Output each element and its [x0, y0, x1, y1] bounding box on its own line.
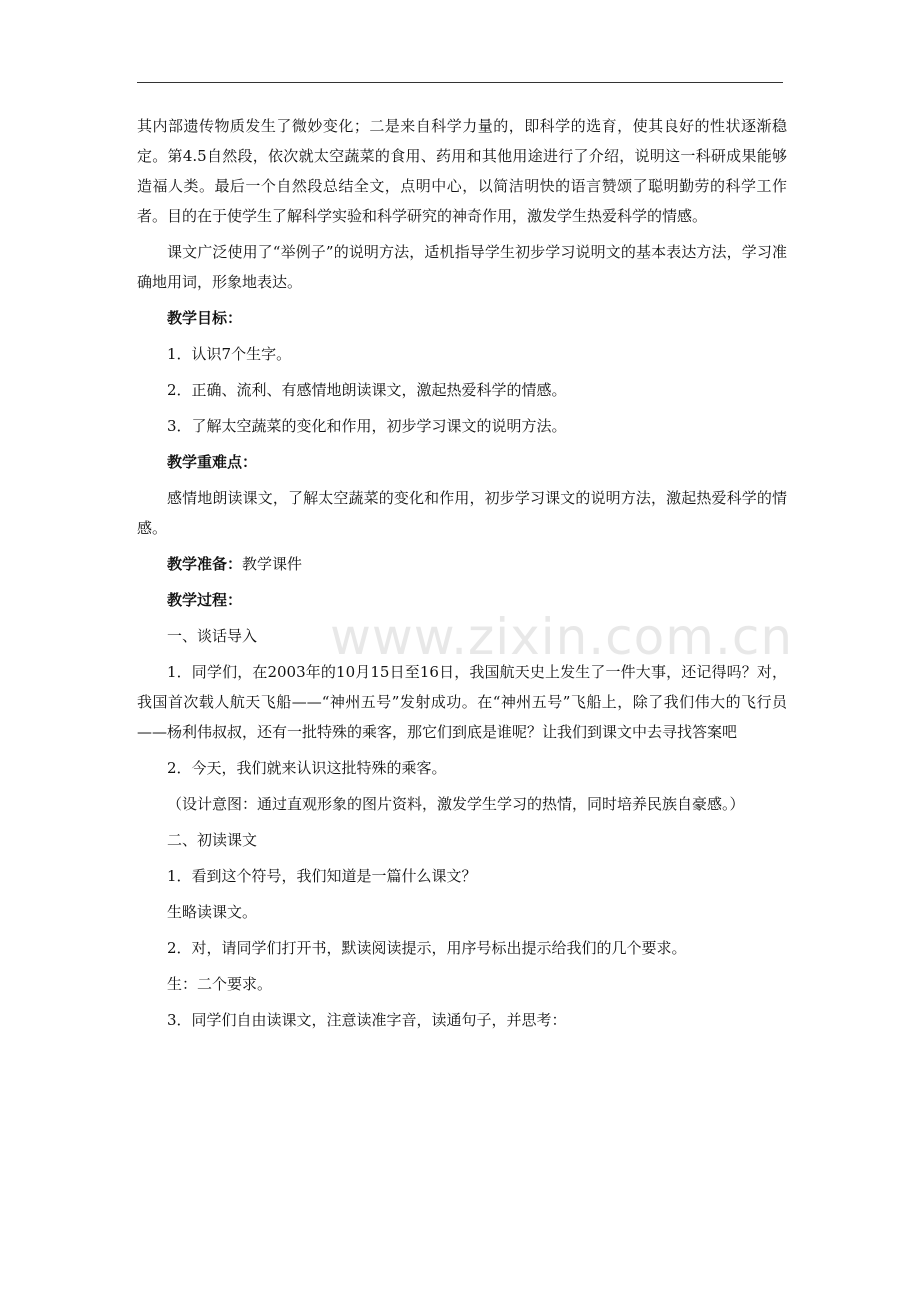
- heading-label: 教学重难点：: [167, 453, 258, 471]
- document-body: [137, 111, 787, 1041]
- paragraph: 1．同学们，在2003年的10月15日至16日，我国航天史上发生了一件大事，还记得吗？对，我国首次载人航天飞船——“神州五号”发射成功。在“神州五号”飞船上，除了我们伟大的飞行员——杨利伟叔叔，还有一批特殊的乘客，那它们到底是谁呢？让我们到课文中去寻找答案吧: [137, 663, 787, 741]
- section-heading: [137, 303, 787, 333]
- paragraph: 生略读课文。: [167, 903, 258, 921]
- paragraph: 2．今天，我们就来认识这批特殊的乘客。: [167, 759, 447, 777]
- design-note: （设计意图：通过直观形象的图片资料，激发学生学习的热情，同时培养民族自豪感。）: [167, 795, 745, 813]
- subsection-title: 一、谈话导入: [167, 627, 258, 645]
- section-heading: [137, 549, 787, 579]
- paragraph: 生：二个要求。: [167, 975, 273, 993]
- paragraph: 课文广泛使用了“举例子”的说明方法，适机指导学生初步学习说明文的基本表达方法，学习准确地用词，形象地表达。: [137, 243, 787, 291]
- heading-label: 教学准备：: [167, 555, 243, 573]
- paragraph: 3．同学们自由读课文，注意读准字音，读通句子，并思考：: [167, 1011, 567, 1029]
- paragraph: 其内部遗传物质发生了微妙变化；二是来自科学力量的，即科学的选育，使其良好的性状逐渐稳定。第4.5自然段，依次就太空蔬菜的食用、药用和其他用途进行了介绍，说明这一科研成果能够造福人类。最后一个自然段总结全文，点明中心，以简洁明快的语言赞颂了聪明勤劳的科学工作者。目的在于使学生了解科学实验和科学研究的神奇作用，激发学生热爱科学的情感。: [137, 117, 787, 225]
- paragraph: 2．对，请同学们打开书，默读阅读提示，用序号标出提示给我们的几个要求。: [167, 939, 687, 957]
- header-rule: [137, 82, 783, 83]
- paragraph: 1．看到这个符号，我们知道是一篇什么课文？: [167, 867, 477, 885]
- heading-label: 教学过程：: [167, 591, 243, 609]
- section-heading: [137, 585, 787, 615]
- paragraph: 感情地朗读课文，了解太空蔬菜的变化和作用，初步学习课文的说明方法，激起热爱科学的情感。: [137, 489, 787, 537]
- heading-text: 教学课件: [242, 555, 303, 573]
- section-heading: [137, 447, 787, 477]
- heading-label: 教学目标：: [167, 309, 243, 327]
- subsection-title: 二、初读课文: [167, 831, 258, 849]
- watermark: www.zixin.com.cn: [330, 608, 794, 666]
- list-item: 2．正确、流利、有感情地朗读课文，激起热爱科学的情感。: [167, 381, 567, 399]
- list-item: 3．了解太空蔬菜的变化和作用，初步学习课文的说明方法。: [167, 417, 567, 435]
- list-item: 1．认识7个生字。: [167, 345, 292, 363]
